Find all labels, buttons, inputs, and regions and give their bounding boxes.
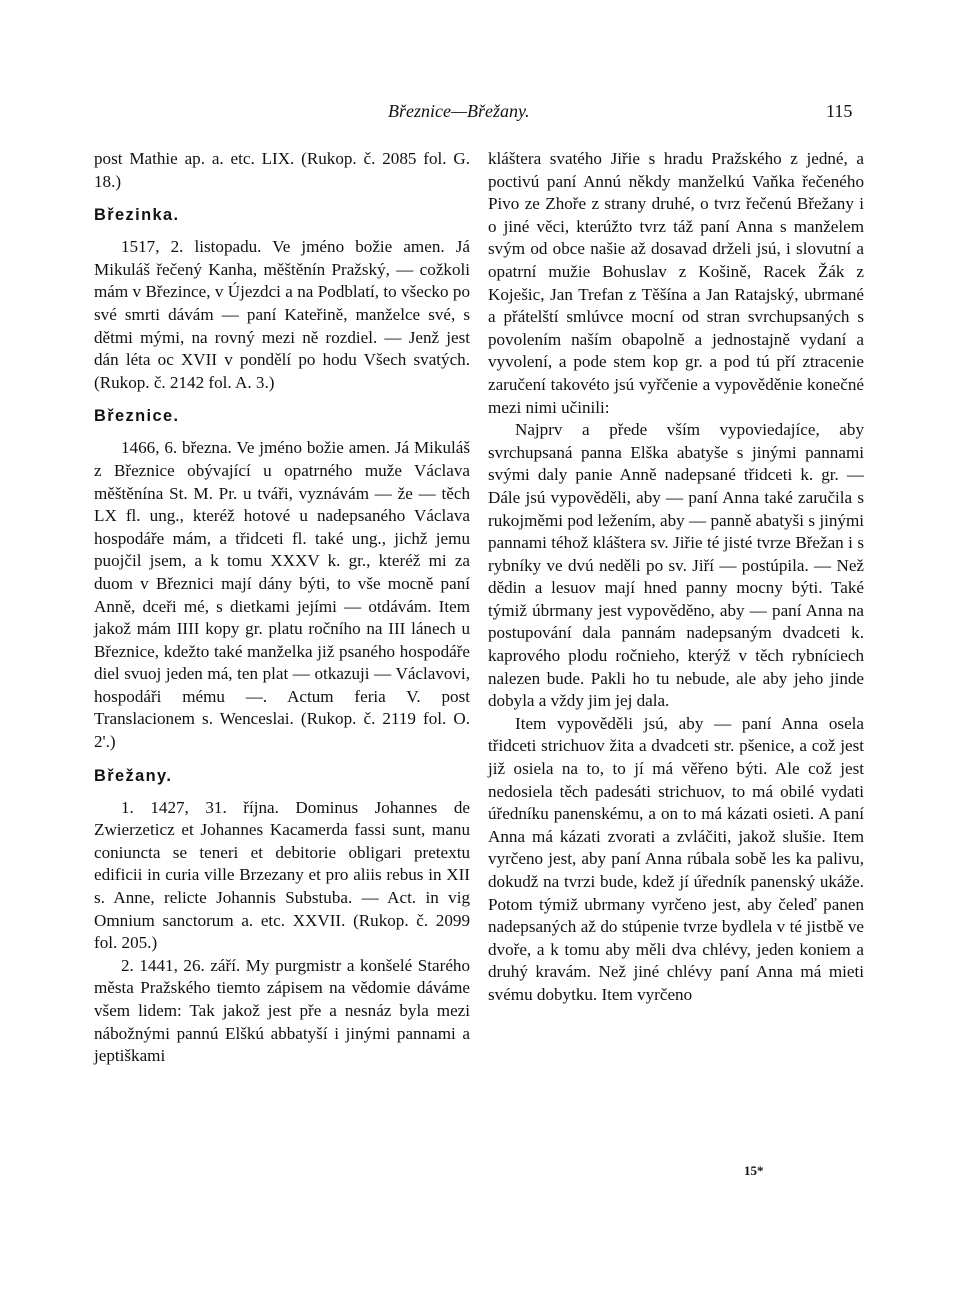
section-heading-brezany: Břežany. [94,766,173,785]
paragraph: Najprv a přede vším vypoviedajíce, aby svrchupsaná panna Elška abatyše s jinými pannami svými daly panie Anně nadepsané třidceti k. gr. — Dále jsú vypověděli, aby — paní Anna také zaručila s rukojměmi pod ležením, aby — panně abatyši s jinými pannami téhož kláštera sv. Jiřie té jisté tvrze Břežan i s rybníky ve dvú neděli po sv. Jiří — postúpila. — Než dědin a lesuov mají hned panny mocny býti. Také týmiž úbrmany jest vypověděno, aby — paní Anna na postupování dala pannám nadepsaným dvadceti k. kaprového plodu ročnieho, kterýž v těch rybníciech nalezen bude. Pakli ho tu nebude, ale aby jeho jinde dobyla a vždy jim jej dala. [488,420,864,711]
page-number: 115 [826,101,853,121]
paragraph: 1. 1427, 31. října. Dominus Johannes de Zwierzeticz et Johannes Kacamerda fassi sunt, manu coniuncta se teneri et debitorie obligari pretextu edificii in curia ville Brzezany et pro aliis rebus in XII s. Anne, relicte Johannis Substuba. — Act. in vig Omnium sanctorum a. etc. XXVII. (Rukop. č. 2099 fol. 205.) [94,797,470,953]
paragraph: 1517, 2. listopadu. Ve jméno božie amen. Já Mikuláš řečený Kanha, měštěnín Pražský, — cožkoli mám v Březince, v Újezdci a na Podblatí, to všecko po své smrti dávám — paní Kateřině, manželce své, s dětmi mými, na rovný mezi ně rozdiel. — Jenž jest dán léta oc XVII v pondělí po hodu Všech svatých. (Rukop. č. 2142 fol. A. 3.) [94,237,470,392]
paragraph: post Mathie ap. a. etc. LIX. (Rukop. č. 2085 fol. G. 18.) [94,149,470,191]
signature-mark: 15* [744,1163,764,1178]
paragraph: Item vypověděli jsú, aby — paní Anna osela třidceti strichuov žita a dvadceti str. pšenice, a což jest již osiela na to, to jí má věřeno býti. Ale což jest nedosiela těch padesáti strichuov, to má obilé vydati úředníku panenskému, a on to má kázati osieti. A paní Anna má kázati zvorati a zvláčiti, jakož slušie. Item vyrčeno jest, aby paní Anna rúbala sobě les ka palivu, dokudž na tvrzi bude, kdež jí úředník panenský ukáže. Potom týmiž ubrmany vyrčeno jest, aby čeleď panen nadepsaných až do stúpenie tvrze bydlela v té jistbě ve dvoře, a k tomu aby měli dva chlévy, jeden koniem a druhý kravám. Než jiné chlévy paní Anna má mieti svému dobytku. Item vyrčeno [488,713,864,1004]
running-head [0,101,960,125]
paragraph: 2. 1441, 26. září. My purgmistr a konšelé Starého města Pražského tiemto zápisem na vědomie dáváme všem lidem: Tak jakož jest pře a nesnáz byla mezi nábožnými pannú Elškú abbatyší i jinými pannami a jeptiškami [94,955,470,1066]
running-title: Březnice—Břežany. [388,101,530,121]
left-column [94,148,470,1068]
paragraph: 1466, 6. března. Ve jméno božie amen. Já Mikuláš z Březnice obývající u opatrného muže Václava měštěnína St. M. Pr. u tváři, vyznávám — že — těch LX fl. ung., kteréž hotové u nadepsaného Václava hospodáře mám, a třidceti fl. také ung., jichž jemu puojčil jsem, a k tomu XXXV k. gr., kteréž mi za duom v Březnici mají dány býti, to vše mocně paní Anně, dceři mé, s dietkami jejími — otdávám. Item jakož mám IIII kopy gr. platu ročního na III lánech u Březnice, kdežto také manželka již psaného hospodáře diel svuoj jeden má, ten plat — otkazuji — Václavovi, hospodáři mému —. Actum feria V. post Translacionem s. Wenceslai. (Rukop. č. 2119 fol. O. 2'.) [94,438,470,752]
section-heading-breznice: Březnice. [94,407,180,426]
paragraph: kláštera svatého Jiřie s hradu Pražského z jedné, a poctivú paní Annú někdy manželkú Vaňka řečeného Pivo ze Zhoře z strany druhé, o tvrz řečenú Břežany i o jiné věci, kterúžto tvrz táž paní Anna s manželem svým od obce našie až dosavad drželi jsú, i slovutní a opatrní mužie Bohuslav z Košině, Racek Žák z Koješic, Jan Trefan z Těšína a Jan Ratajský, ubrmané a přátelští smlúvce mocní od stran svrchupsaných s povolením naším obapolně a jednostajně vydaní a vyvolení, a pode stem kop gr. a pod tú pří ztracenie zaručení takovéto jsú vyřčenie a vypověděnie konečné mezi nimi učinili: [488,149,864,417]
right-column [488,148,864,1007]
section-heading-brezinka: Březinka. [94,206,180,225]
